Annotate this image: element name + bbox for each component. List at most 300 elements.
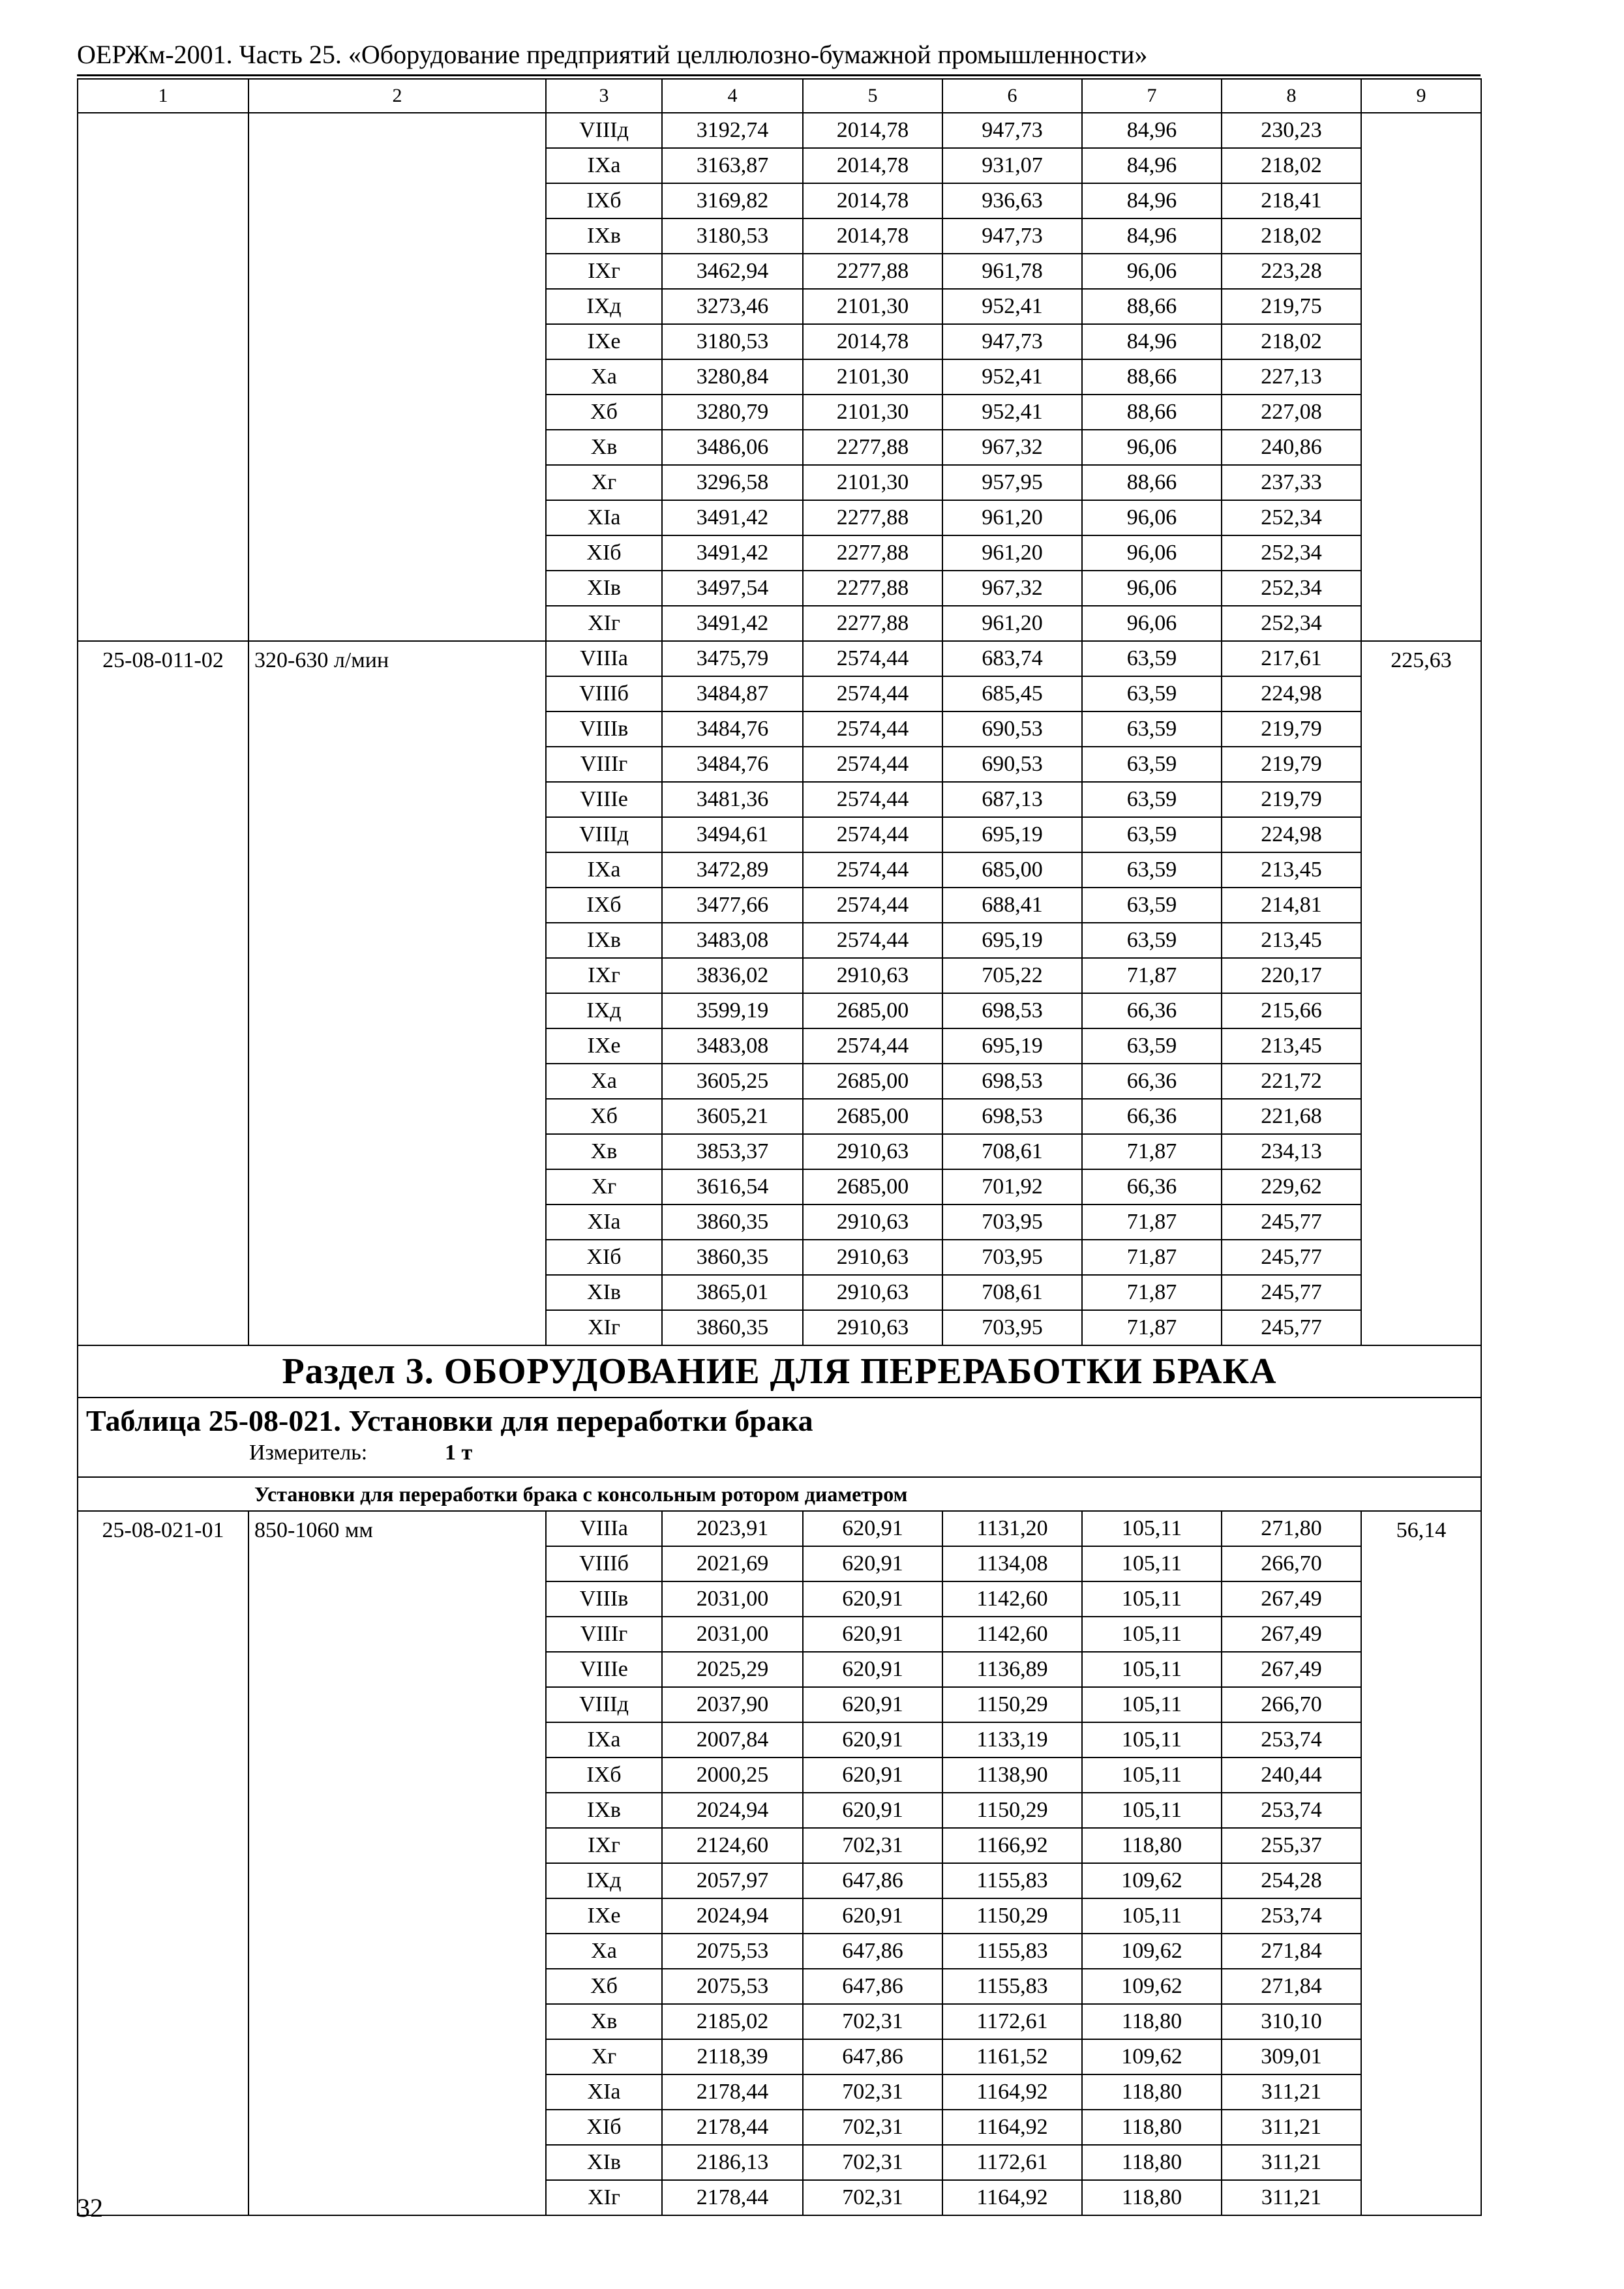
value-cell: 2910,63 xyxy=(803,958,942,993)
value-cell: 96,06 xyxy=(1082,535,1222,571)
value-cell: 245,77 xyxy=(1222,1240,1361,1275)
value-cell: 96,06 xyxy=(1082,500,1222,535)
category-cell: IXд xyxy=(546,993,662,1028)
value-cell: 702,31 xyxy=(803,2004,942,2039)
value-cell: 2685,00 xyxy=(803,1064,942,1099)
value-cell: 3599,19 xyxy=(662,993,803,1028)
value-cell: 1131,20 xyxy=(942,1511,1082,1546)
category-cell: VIIIг xyxy=(546,747,662,782)
value-cell: 105,11 xyxy=(1082,1617,1222,1652)
value-cell: 229,62 xyxy=(1222,1169,1361,1204)
category-cell: IXб xyxy=(546,888,662,923)
table-title-row xyxy=(78,1398,1481,1477)
value-cell: 109,62 xyxy=(1082,1969,1222,2004)
value-cell: 88,66 xyxy=(1082,395,1222,430)
measure-label: Измеритель: xyxy=(249,1441,368,1465)
value-cell: 66,36 xyxy=(1082,993,1222,1028)
value-cell: 3472,89 xyxy=(662,852,803,888)
value-cell: 702,31 xyxy=(803,2074,942,2110)
value-cell: 685,00 xyxy=(942,852,1082,888)
value-cell: 2101,30 xyxy=(803,395,942,430)
category-cell: Xг xyxy=(546,1169,662,1204)
category-cell: VIIIв xyxy=(546,711,662,747)
value-cell: 219,79 xyxy=(1222,711,1361,747)
value-cell: 240,86 xyxy=(1222,430,1361,465)
category-cell: VIIIг xyxy=(546,1617,662,1652)
value-cell: 3192,74 xyxy=(662,113,803,148)
value-cell: 2277,88 xyxy=(803,571,942,606)
category-cell: XIб xyxy=(546,1240,662,1275)
value-cell: 702,31 xyxy=(803,2110,942,2145)
value-cell: 687,13 xyxy=(942,782,1082,817)
category-cell: VIIIе xyxy=(546,782,662,817)
value-cell: 105,11 xyxy=(1082,1546,1222,1581)
value-cell: 2574,44 xyxy=(803,782,942,817)
value-cell: 1150,29 xyxy=(942,1687,1082,1722)
category-cell: IXг xyxy=(546,254,662,289)
category-cell: XIа xyxy=(546,1204,662,1240)
value-cell: 2910,63 xyxy=(803,1275,942,1310)
value-cell: 685,45 xyxy=(942,676,1082,711)
value-cell: 253,74 xyxy=(1222,1722,1361,1758)
value-cell: 2037,90 xyxy=(662,1687,803,1722)
category-cell: Xв xyxy=(546,1134,662,1169)
value-cell: 96,06 xyxy=(1082,571,1222,606)
value-cell: 109,62 xyxy=(1082,1934,1222,1969)
value-cell: 3494,61 xyxy=(662,817,803,852)
value-cell: 118,80 xyxy=(1082,2145,1222,2180)
value-cell: 3616,54 xyxy=(662,1169,803,1204)
value-cell: 620,91 xyxy=(803,1581,942,1617)
value-cell: 2000,25 xyxy=(662,1758,803,1793)
category-cell: IXв xyxy=(546,1793,662,1828)
value-cell: 1150,29 xyxy=(942,1898,1082,1934)
value-cell: 2185,02 xyxy=(662,2004,803,2039)
value-cell: 3497,54 xyxy=(662,571,803,606)
value-cell: 217,61 xyxy=(1222,641,1361,676)
value-cell: 266,70 xyxy=(1222,1687,1361,1722)
value-cell: 2277,88 xyxy=(803,535,942,571)
value-cell: 219,79 xyxy=(1222,747,1361,782)
value-cell: 245,77 xyxy=(1222,1310,1361,1345)
value-cell: 3475,79 xyxy=(662,641,803,676)
value-cell: 961,78 xyxy=(942,254,1082,289)
value-cell: 63,59 xyxy=(1082,923,1222,958)
value-cell: 947,73 xyxy=(942,324,1082,359)
value-cell: 218,02 xyxy=(1222,148,1361,183)
value-cell: 2031,00 xyxy=(662,1617,803,1652)
value-cell: 952,41 xyxy=(942,359,1082,395)
value-cell: 2574,44 xyxy=(803,817,942,852)
value-cell: 66,36 xyxy=(1082,1099,1222,1134)
category-cell: IXд xyxy=(546,1863,662,1898)
value-cell: 3486,06 xyxy=(662,430,803,465)
column-number: 4 xyxy=(662,79,803,113)
value-cell: 252,34 xyxy=(1222,571,1361,606)
value-cell: 311,21 xyxy=(1222,2074,1361,2110)
value-cell: 703,95 xyxy=(942,1310,1082,1345)
value-cell: 71,87 xyxy=(1082,1134,1222,1169)
value-cell: 245,77 xyxy=(1222,1204,1361,1240)
value-cell: 230,23 xyxy=(1222,113,1361,148)
value-cell: 1134,08 xyxy=(942,1546,1082,1581)
value-cell: 1138,90 xyxy=(942,1758,1082,1793)
value-cell: 3491,42 xyxy=(662,500,803,535)
column-number: 3 xyxy=(546,79,662,113)
value-cell: 2574,44 xyxy=(803,747,942,782)
value-cell: 961,20 xyxy=(942,535,1082,571)
category-cell: XIа xyxy=(546,500,662,535)
value-cell: 2685,00 xyxy=(803,993,942,1028)
value-cell: 96,06 xyxy=(1082,254,1222,289)
value-cell: 88,66 xyxy=(1082,465,1222,500)
column-number-row xyxy=(78,79,1481,113)
value-cell: 961,20 xyxy=(942,500,1082,535)
value-cell: 105,11 xyxy=(1082,1898,1222,1934)
header-divider xyxy=(77,74,1481,76)
value-cell: 237,33 xyxy=(1222,465,1361,500)
value-cell: 947,73 xyxy=(942,218,1082,254)
value-cell: 227,13 xyxy=(1222,359,1361,395)
value-cell: 2910,63 xyxy=(803,1204,942,1240)
value-cell: 88,66 xyxy=(1082,359,1222,395)
value-cell: 96,06 xyxy=(1082,606,1222,641)
value-cell: 967,32 xyxy=(942,571,1082,606)
value-cell: 118,80 xyxy=(1082,2074,1222,2110)
column-number: 1 xyxy=(78,79,248,113)
value-cell: 2118,39 xyxy=(662,2039,803,2074)
rate-code-cell: 25-08-011-02 xyxy=(78,641,248,1345)
value-cell: 118,80 xyxy=(1082,2110,1222,2145)
value-cell: 267,49 xyxy=(1222,1617,1361,1652)
page-number: 32 xyxy=(77,2193,103,2222)
value-cell: 701,92 xyxy=(942,1169,1082,1204)
category-cell: IXа xyxy=(546,148,662,183)
value-cell: 2014,78 xyxy=(803,218,942,254)
equipment-name-cell: 320-630 л/мин xyxy=(248,641,546,1345)
value-cell: 620,91 xyxy=(803,1687,942,1722)
value-cell: 690,53 xyxy=(942,711,1082,747)
value-cell: 3169,82 xyxy=(662,183,803,218)
value-cell: 2574,44 xyxy=(803,711,942,747)
category-cell: XIа xyxy=(546,2074,662,2110)
value-cell: 620,91 xyxy=(803,1758,942,1793)
value-cell: 84,96 xyxy=(1082,183,1222,218)
value-cell: 118,80 xyxy=(1082,2004,1222,2039)
value-cell: 118,80 xyxy=(1082,2180,1222,2215)
rate-code-cell: 25-08-021-01 xyxy=(78,1511,248,2215)
value-cell: 1172,61 xyxy=(942,2004,1082,2039)
value-cell: 2021,69 xyxy=(662,1546,803,1581)
category-cell: IXг xyxy=(546,958,662,993)
value-cell: 267,49 xyxy=(1222,1581,1361,1617)
value-cell: 952,41 xyxy=(942,395,1082,430)
category-cell: Xв xyxy=(546,2004,662,2039)
value-cell: 84,96 xyxy=(1082,113,1222,148)
category-cell: VIIIа xyxy=(546,1511,662,1546)
category-cell: XIв xyxy=(546,571,662,606)
category-cell: VIIIб xyxy=(546,1546,662,1581)
equipment-name-cell xyxy=(248,113,546,641)
value-cell: 63,59 xyxy=(1082,747,1222,782)
value-cell: 219,75 xyxy=(1222,289,1361,324)
category-cell: Xб xyxy=(546,1099,662,1134)
value-cell: 1164,92 xyxy=(942,2180,1082,2215)
value-cell: 2277,88 xyxy=(803,606,942,641)
value-cell: 3491,42 xyxy=(662,535,803,571)
value-cell: 620,91 xyxy=(803,1546,942,1581)
category-cell: VIIIа xyxy=(546,641,662,676)
value-cell: 2024,94 xyxy=(662,1898,803,1934)
category-cell: Xг xyxy=(546,2039,662,2074)
value-cell: 695,19 xyxy=(942,1028,1082,1064)
index-cell xyxy=(1361,113,1481,641)
category-cell: XIг xyxy=(546,1310,662,1345)
value-cell: 2101,30 xyxy=(803,465,942,500)
subheader: Установки для переработки брака с консольным ротором диаметром xyxy=(78,1477,1481,1511)
value-cell: 708,61 xyxy=(942,1134,1082,1169)
value-cell: 2574,44 xyxy=(803,676,942,711)
measure-value: 1 т xyxy=(445,1441,473,1465)
value-cell: 3163,87 xyxy=(662,148,803,183)
value-cell: 221,68 xyxy=(1222,1099,1361,1134)
value-cell: 1161,52 xyxy=(942,2039,1082,2074)
value-cell: 88,66 xyxy=(1082,289,1222,324)
value-cell: 221,72 xyxy=(1222,1064,1361,1099)
value-cell: 2277,88 xyxy=(803,430,942,465)
value-cell: 3860,35 xyxy=(662,1310,803,1345)
value-cell: 63,59 xyxy=(1082,817,1222,852)
value-cell: 310,10 xyxy=(1222,2004,1361,2039)
value-cell: 2685,00 xyxy=(803,1099,942,1134)
value-cell: 647,86 xyxy=(803,1934,942,1969)
value-cell: 218,41 xyxy=(1222,183,1361,218)
value-cell: 931,07 xyxy=(942,148,1082,183)
value-cell: 1133,19 xyxy=(942,1722,1082,1758)
value-cell: 2014,78 xyxy=(803,148,942,183)
value-cell: 63,59 xyxy=(1082,782,1222,817)
category-cell: Xа xyxy=(546,1934,662,1969)
category-cell: IXа xyxy=(546,852,662,888)
value-cell: 698,53 xyxy=(942,993,1082,1028)
value-cell: 3865,01 xyxy=(662,1275,803,1310)
value-cell: 2910,63 xyxy=(803,1134,942,1169)
value-cell: 245,77 xyxy=(1222,1275,1361,1310)
category-cell: IXв xyxy=(546,923,662,958)
value-cell: 2101,30 xyxy=(803,289,942,324)
value-cell: 3860,35 xyxy=(662,1240,803,1275)
value-cell: 3484,76 xyxy=(662,711,803,747)
value-cell: 702,31 xyxy=(803,2180,942,2215)
category-cell: Xб xyxy=(546,1969,662,2004)
category-cell: Xб xyxy=(546,395,662,430)
category-cell: IXб xyxy=(546,183,662,218)
value-cell: 240,44 xyxy=(1222,1758,1361,1793)
category-cell: IXе xyxy=(546,1898,662,1934)
value-cell: 620,91 xyxy=(803,1793,942,1828)
value-cell: 647,86 xyxy=(803,1969,942,2004)
value-cell: 705,22 xyxy=(942,958,1082,993)
value-cell: 2057,97 xyxy=(662,1863,803,1898)
value-cell: 2178,44 xyxy=(662,2180,803,2215)
value-cell: 252,34 xyxy=(1222,535,1361,571)
index-cell: 225,63 xyxy=(1361,641,1481,1345)
category-cell: IXг xyxy=(546,1828,662,1863)
value-cell: 105,11 xyxy=(1082,1793,1222,1828)
value-cell: 2574,44 xyxy=(803,923,942,958)
value-cell: 2031,00 xyxy=(662,1581,803,1617)
value-cell: 3483,08 xyxy=(662,1028,803,1064)
subheader-row xyxy=(78,1477,1481,1511)
value-cell: 84,96 xyxy=(1082,218,1222,254)
value-cell: 71,87 xyxy=(1082,1240,1222,1275)
value-cell: 2101,30 xyxy=(803,359,942,395)
value-cell: 63,59 xyxy=(1082,711,1222,747)
value-cell: 223,28 xyxy=(1222,254,1361,289)
table-row xyxy=(78,641,1481,676)
category-cell: Xг xyxy=(546,465,662,500)
value-cell: 3273,46 xyxy=(662,289,803,324)
value-cell: 3484,76 xyxy=(662,747,803,782)
value-cell: 63,59 xyxy=(1082,1028,1222,1064)
value-cell: 2277,88 xyxy=(803,500,942,535)
category-cell: XIв xyxy=(546,2145,662,2180)
category-cell: XIг xyxy=(546,606,662,641)
value-cell: 620,91 xyxy=(803,1617,942,1652)
category-cell: IXе xyxy=(546,1028,662,1064)
value-cell: 620,91 xyxy=(803,1898,942,1934)
value-cell: 1150,29 xyxy=(942,1793,1082,1828)
value-cell: 220,17 xyxy=(1222,958,1361,993)
table-title-block xyxy=(78,1398,1481,1477)
value-cell: 71,87 xyxy=(1082,1204,1222,1240)
value-cell: 3605,25 xyxy=(662,1064,803,1099)
value-cell: 3481,36 xyxy=(662,782,803,817)
value-cell: 2574,44 xyxy=(803,1028,942,1064)
category-cell: Xв xyxy=(546,430,662,465)
value-cell: 3280,84 xyxy=(662,359,803,395)
value-cell: 311,21 xyxy=(1222,2180,1361,2215)
value-cell: 271,84 xyxy=(1222,1969,1361,2004)
value-cell: 3860,35 xyxy=(662,1204,803,1240)
category-cell: IXа xyxy=(546,1722,662,1758)
value-cell: 2186,13 xyxy=(662,2145,803,2180)
value-cell: 2014,78 xyxy=(803,324,942,359)
value-cell: 63,59 xyxy=(1082,676,1222,711)
category-cell: VIIIб xyxy=(546,676,662,711)
value-cell: 213,45 xyxy=(1222,1028,1361,1064)
category-cell: IXв xyxy=(546,218,662,254)
table-body xyxy=(78,113,1481,2215)
value-cell: 647,86 xyxy=(803,1863,942,1898)
value-cell: 2075,53 xyxy=(662,1934,803,1969)
value-cell: 266,70 xyxy=(1222,1546,1361,1581)
value-cell: 109,62 xyxy=(1082,1863,1222,1898)
value-cell: 2685,00 xyxy=(803,1169,942,1204)
value-cell: 683,74 xyxy=(942,641,1082,676)
value-cell: 2124,60 xyxy=(662,1828,803,1863)
column-number: 9 xyxy=(1361,79,1481,113)
value-cell: 105,11 xyxy=(1082,1581,1222,1617)
value-cell: 66,36 xyxy=(1082,1064,1222,1099)
category-cell: VIIIд xyxy=(546,817,662,852)
value-cell: 3180,53 xyxy=(662,324,803,359)
value-cell: 2574,44 xyxy=(803,852,942,888)
category-cell: XIб xyxy=(546,535,662,571)
category-cell: VIIIд xyxy=(546,1687,662,1722)
value-cell: 1142,60 xyxy=(942,1617,1082,1652)
value-cell: 702,31 xyxy=(803,1828,942,1863)
table-title: Таблица 25-08-021. Установки для переработки брака xyxy=(86,1404,813,1437)
value-cell: 71,87 xyxy=(1082,958,1222,993)
value-cell: 2910,63 xyxy=(803,1310,942,1345)
value-cell: 688,41 xyxy=(942,888,1082,923)
value-cell: 71,87 xyxy=(1082,1275,1222,1310)
value-cell: 311,21 xyxy=(1222,2110,1361,2145)
value-cell: 1136,89 xyxy=(942,1652,1082,1687)
value-cell: 71,87 xyxy=(1082,1310,1222,1345)
category-cell: VIIIв xyxy=(546,1581,662,1617)
column-number: 8 xyxy=(1222,79,1361,113)
value-cell: 2277,88 xyxy=(803,254,942,289)
value-cell: 227,08 xyxy=(1222,395,1361,430)
value-cell: 967,32 xyxy=(942,430,1082,465)
category-cell: XIб xyxy=(546,2110,662,2145)
value-cell: 1164,92 xyxy=(942,2110,1082,2145)
column-number: 6 xyxy=(942,79,1082,113)
value-cell: 695,19 xyxy=(942,923,1082,958)
rate-code-cell xyxy=(78,113,248,641)
value-cell: 3180,53 xyxy=(662,218,803,254)
category-cell: VIIIд xyxy=(546,113,662,148)
equipment-name-cell: 850-1060 мм xyxy=(248,1511,546,2215)
index-cell: 56,14 xyxy=(1361,1511,1481,2215)
value-cell: 271,84 xyxy=(1222,1934,1361,1969)
value-cell: 105,11 xyxy=(1082,1687,1222,1722)
value-cell: 3836,02 xyxy=(662,958,803,993)
value-cell: 620,91 xyxy=(803,1652,942,1687)
value-cell: 2178,44 xyxy=(662,2074,803,2110)
rates-table xyxy=(77,78,1482,2216)
value-cell: 1172,61 xyxy=(942,2145,1082,2180)
value-cell: 703,95 xyxy=(942,1240,1082,1275)
value-cell: 84,96 xyxy=(1082,324,1222,359)
value-cell: 271,80 xyxy=(1222,1511,1361,1546)
value-cell: 1166,92 xyxy=(942,1828,1082,1863)
value-cell: 708,61 xyxy=(942,1275,1082,1310)
value-cell: 105,11 xyxy=(1082,1722,1222,1758)
value-cell: 620,91 xyxy=(803,1511,942,1546)
page-header-title: ОЕРЖм-2001. Часть 25. «Оборудование предприятий целлюлозно-бумажной промышленности» xyxy=(77,40,1148,69)
value-cell: 219,79 xyxy=(1222,782,1361,817)
category-cell: IXд xyxy=(546,289,662,324)
value-cell: 252,34 xyxy=(1222,606,1361,641)
value-cell: 1155,83 xyxy=(942,1863,1082,1898)
value-cell: 63,59 xyxy=(1082,641,1222,676)
value-cell: 698,53 xyxy=(942,1099,1082,1134)
value-cell: 947,73 xyxy=(942,113,1082,148)
value-cell: 690,53 xyxy=(942,747,1082,782)
value-cell: 961,20 xyxy=(942,606,1082,641)
value-cell: 234,13 xyxy=(1222,1134,1361,1169)
value-cell: 2007,84 xyxy=(662,1722,803,1758)
value-cell: 3483,08 xyxy=(662,923,803,958)
value-cell: 96,06 xyxy=(1082,430,1222,465)
value-cell: 66,36 xyxy=(1082,1169,1222,1204)
value-cell: 698,53 xyxy=(942,1064,1082,1099)
column-number: 7 xyxy=(1082,79,1222,113)
value-cell: 215,66 xyxy=(1222,993,1361,1028)
